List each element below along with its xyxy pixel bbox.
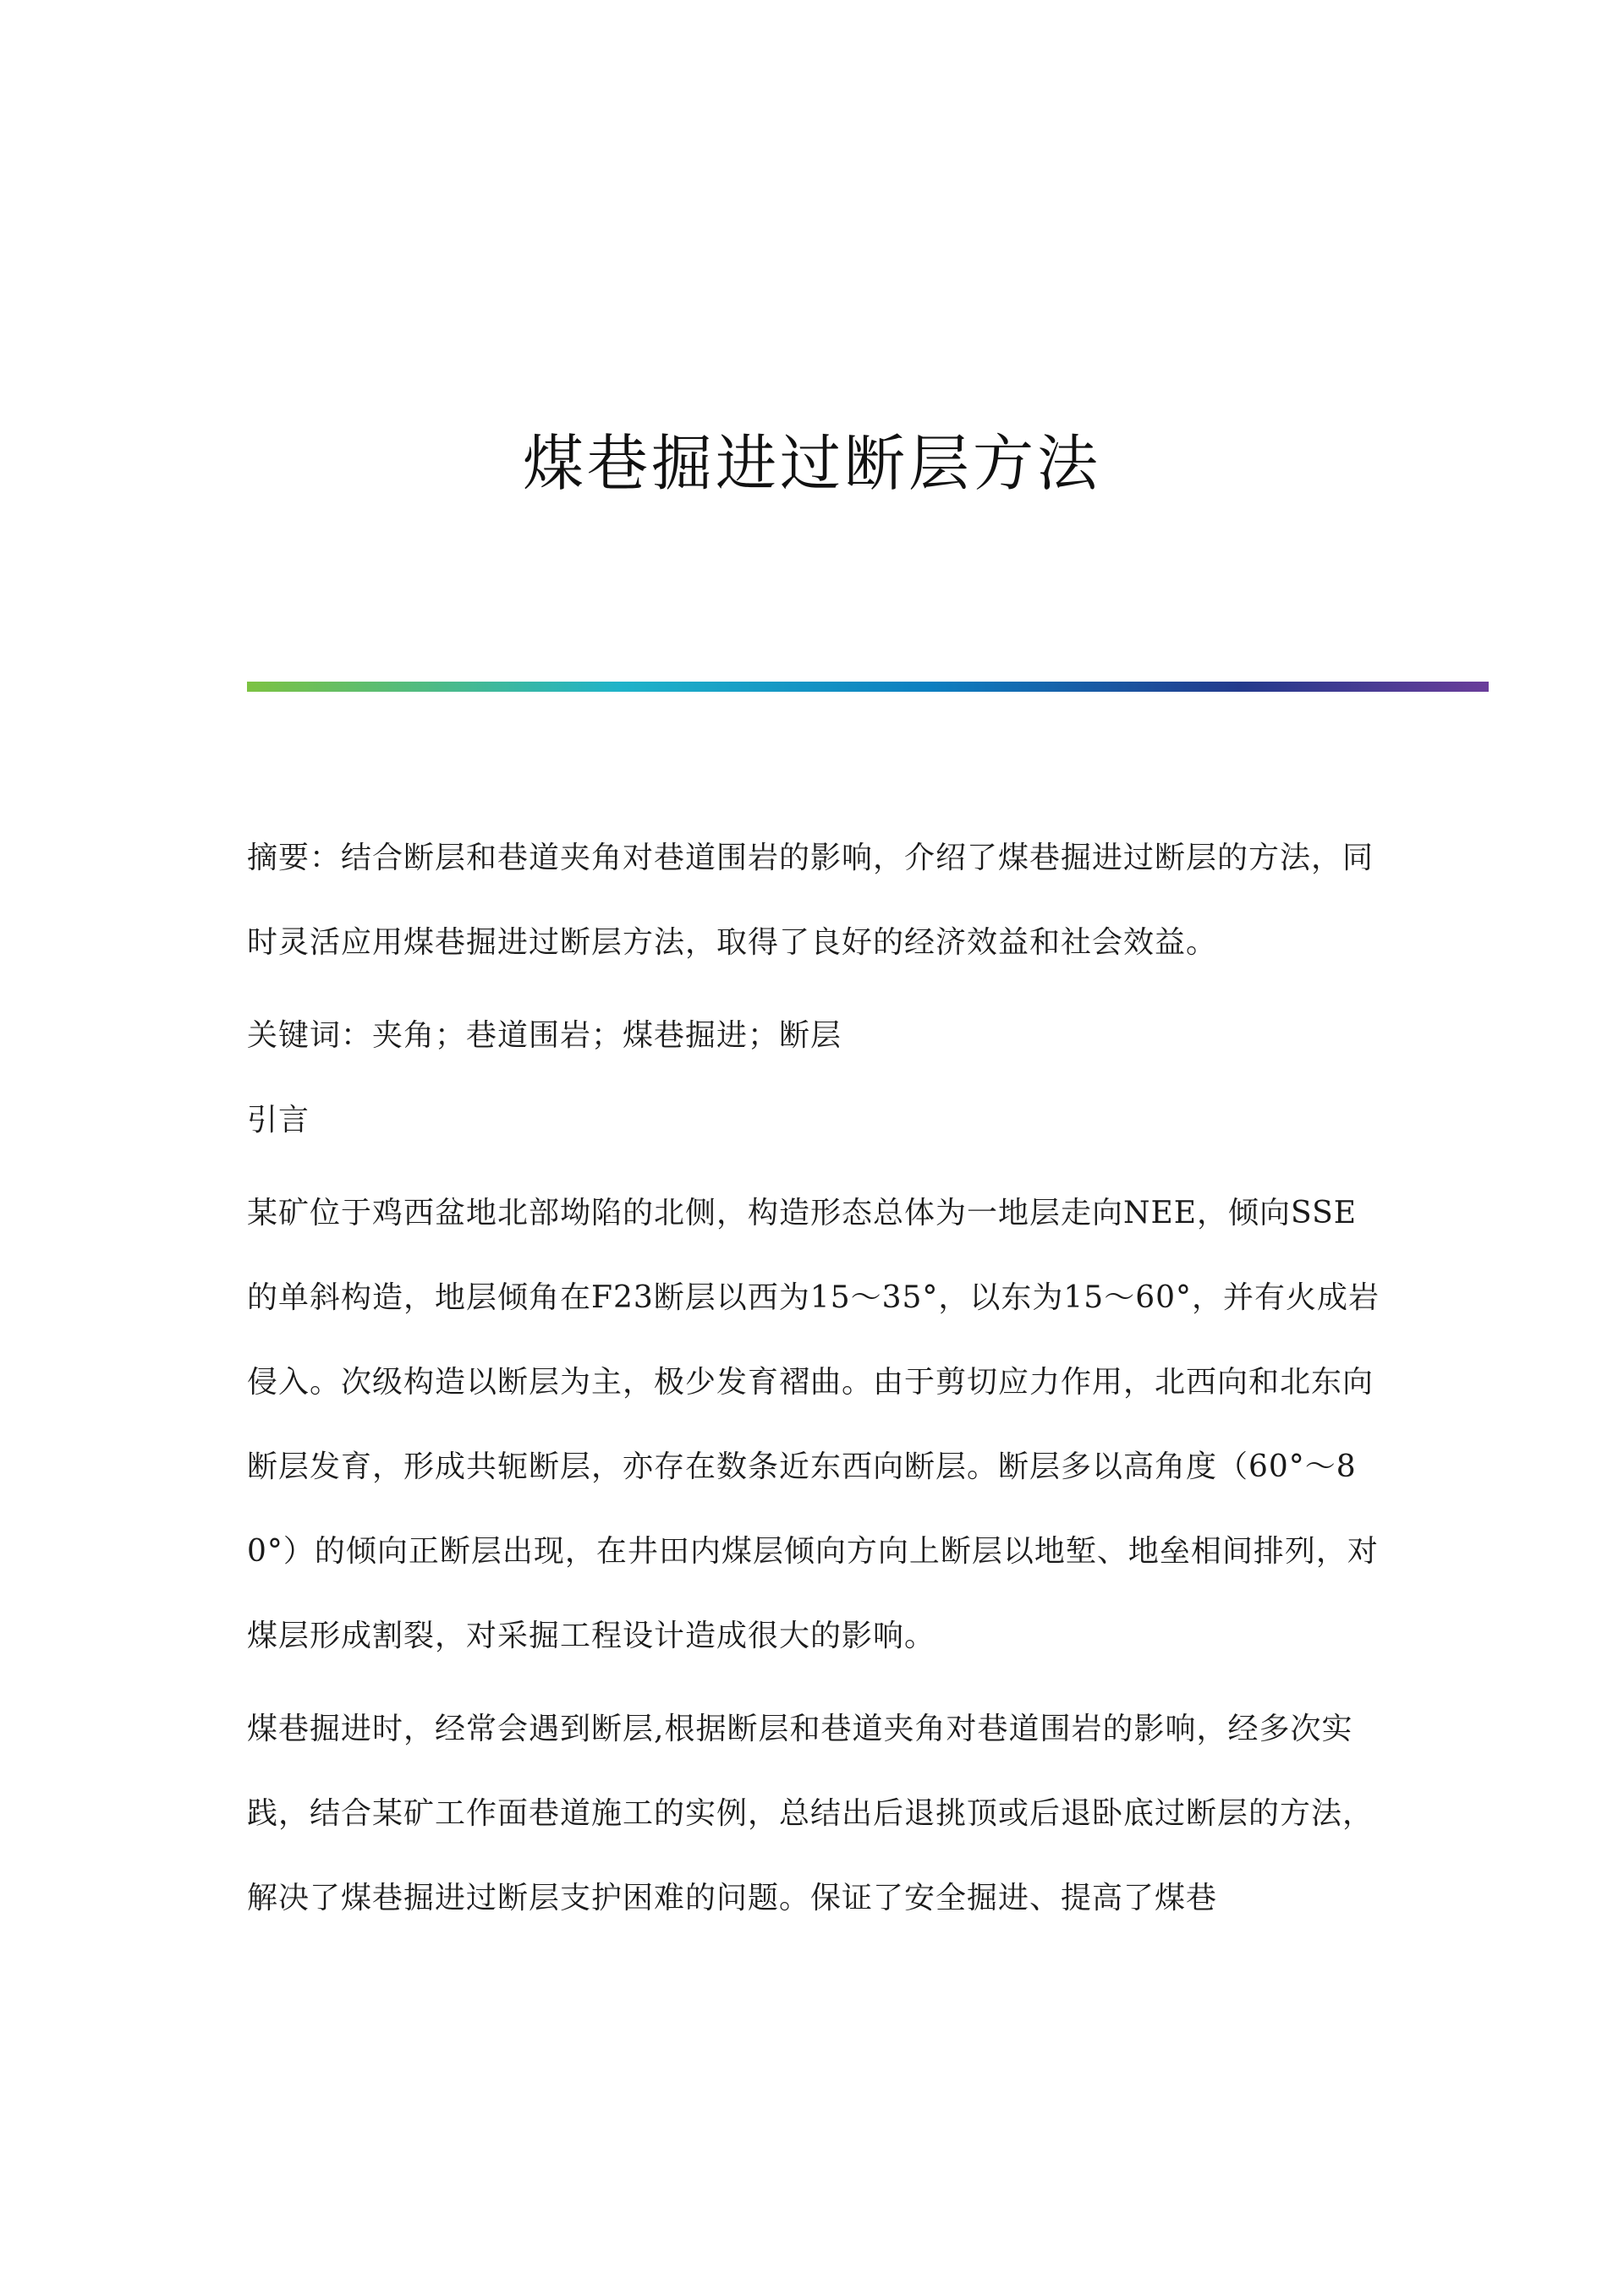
gradient-divider [247,682,1489,692]
intro-heading: 引言 [247,1103,310,1137]
keywords-line: 关键词：夹角；巷道围岩；煤巷掘进；断层 [247,1018,842,1053]
page-title: 煤巷掘进过断层方法 [522,428,1101,500]
body-paragraph-1: 某矿位于鸡西盆地北部坳陷的北侧，构造形态总体为一地层走向NEE，倾向SSE的单斜构造，地层倾角在F23断层以西为15～35°，以东为15～60°，并有火成岩侵入。次级构造以断层为主，极少发育褶曲。由于剪切应力作用，北西向和北东向断层发育，形成共轭断层，亦存在数条近东西向断层。断层多以高角度（60°～80°）的倾向正断层出现，在井田内煤层倾向方向上断层以地堑、地垒相间排列，对煤层形成割裂，对采掘工程设计造成很大的影响。 [247,1196,1380,1653]
abstract-paragraph: 摘要：结合断层和巷道夹角对巷道围岩的影响，介绍了煤巷掘进过断层的方法，同时灵活应用煤巷掘进过断层方法，取得了良好的经济效益和社会效益。 [247,841,1374,960]
body-paragraph-2: 煤巷掘进时，经常会遇到断层,根据断层和巷道夹角对巷道围岩的影响，经多次实践，结合某矿工作面巷道施工的实例，总结出后退挑顶或后退卧底过断层的方法，解决了煤巷掘进过断层支护困难的问题。保证了安全掘进、提高了煤巷 [247,1712,1374,1915]
document-body [247,816,1380,1941]
